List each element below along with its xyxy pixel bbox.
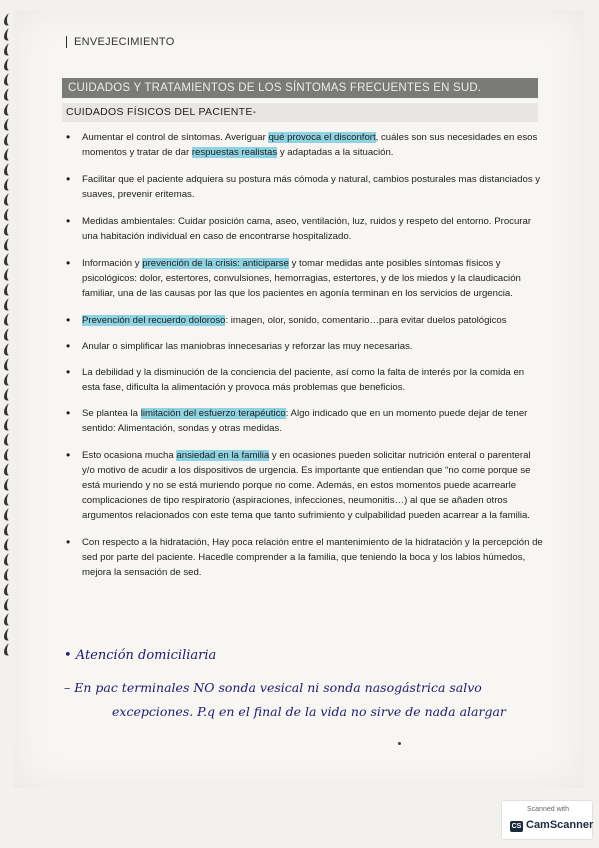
handwritten-heading: • Atención domiciliaria (64, 648, 217, 663)
bullet-item (64, 535, 544, 580)
handwritten-note-line-2: excepciones. P.q en el final de la vida no sirve de nada alargar (112, 704, 506, 719)
bullet-item (64, 172, 544, 202)
highlighted-text: qué provoca el disconfort (268, 132, 376, 143)
highlighted-text: respuestas realistas (191, 147, 278, 158)
bullet-text: , cuáles son sus necesidades en esos momentos y tratar de dar (82, 132, 538, 158)
bullet-text: Esto ocasiona mucha (82, 450, 177, 461)
bullet-text: : imagen, olor, sonido, comentario…para evitar duelos patológicos (225, 315, 507, 326)
bullet-text: Facilitar que el paciente adquiera su postura más cómoda y natural, cambios posturales mas distanciados y suaves, prevenir eritemas. (82, 174, 541, 200)
bullet-item (64, 214, 544, 244)
running-head: ENVEJECIMIENTO (66, 36, 175, 48)
highlighted-text: limitación del esfuerzo terapéutico (140, 408, 286, 419)
bullet-text: La debilidad y la disminución de la conciencia del paciente, así como la falta de interés por la comida en esta fase, dificulta la alimentación y provoca más problemas que beneficios. (82, 367, 525, 393)
bullet-text: Se plantea la (82, 408, 141, 419)
bullet-text: y en ocasiones pueden solicitar nutrición enteral o parenteral y/o motivo de acudir a los dispositivos de urgencia. Es importante que entiendan que “no come porque se está muriendo y no se está muriendo porque no come. Además, en estos momentos puede acarrearle complicaciones de tipo respiratorio (aspiraciones, infecciones, neumonitis…) al que se añaden otros argumentos relacionados con este tema que tanto sufrimiento y culpabilidad pueden acarrear a la familia. (82, 450, 531, 521)
scanner-brand: CamScanner (526, 819, 594, 831)
bullet-item (64, 365, 544, 395)
bullet-item (64, 448, 544, 523)
bullet-item (64, 339, 544, 354)
spiral-binding (0, 10, 16, 790)
bullet-text: Con respecto a la hidratación, Hay poca relación entre el mantenimiento de la hidratación y la percepción de sed por parte del paciente. Hacedle comprender a la familia, que teniendo la boca y los labios húmedos, mejora la sensación de sed. (82, 537, 543, 578)
scanner-caption: Scanned with (526, 806, 570, 813)
bullet-item (64, 130, 544, 160)
section-banner: CUIDADOS Y TRATAMIENTOS DE LOS SÍNTOMAS FRECUENTES EN SUD. (62, 78, 538, 98)
spiral-ring (4, 640, 15, 657)
bullet-text: y adaptadas a la situación. (277, 147, 394, 158)
bullet-item (64, 256, 544, 301)
bullet-text: Información y (82, 258, 143, 269)
handwritten-note-line-1: – En pac terminales NO sonda vesical ni sonda nasogástrica salvo (64, 680, 482, 695)
subheading: CUIDADOS FÍSICOS DEL PACIENTE- (62, 103, 538, 122)
highlighted-text: prevención de la crisis: anticiparse (142, 258, 289, 269)
bullet-item (64, 313, 544, 328)
bullet-text: Anular o simplificar las maniobras innecesarias y reforzar las muy necesarias. (82, 341, 413, 352)
bullet-text: Medidas ambientales: Cuidar posición cama, aseo, ventilación, luz, ruidos y respeto del entorno. Procurar una habitación individual en caso de encontrarse hospitalizado. (82, 216, 532, 242)
pen-mark (398, 742, 401, 745)
bullet-text: Aumentar el control de síntomas. Averiguar (82, 132, 269, 143)
highlighted-text: ansiedad en la familia (176, 450, 270, 461)
bullet-text: y tomar medidas ante posibles síntomas físicos y psicológicos: dolor, estertores, convulsiones, hemorragias, estertores, y de los miedos y la claudicación familiar, una de las causas por las que los pacientes en agonía terminan en los servicios de urgencia. (82, 258, 521, 299)
bullet-list (64, 130, 544, 580)
bullet-item (64, 406, 544, 436)
highlighted-text: Prevención del recuerdo doloroso (82, 315, 226, 326)
camscanner-logo-icon: CS (511, 823, 522, 830)
bullet-text: : Algo indicado que en un momento puede dejar de tener sentido: Alimentación, sondas y otras medidas. (82, 408, 528, 434)
scanner-watermark (501, 800, 593, 840)
